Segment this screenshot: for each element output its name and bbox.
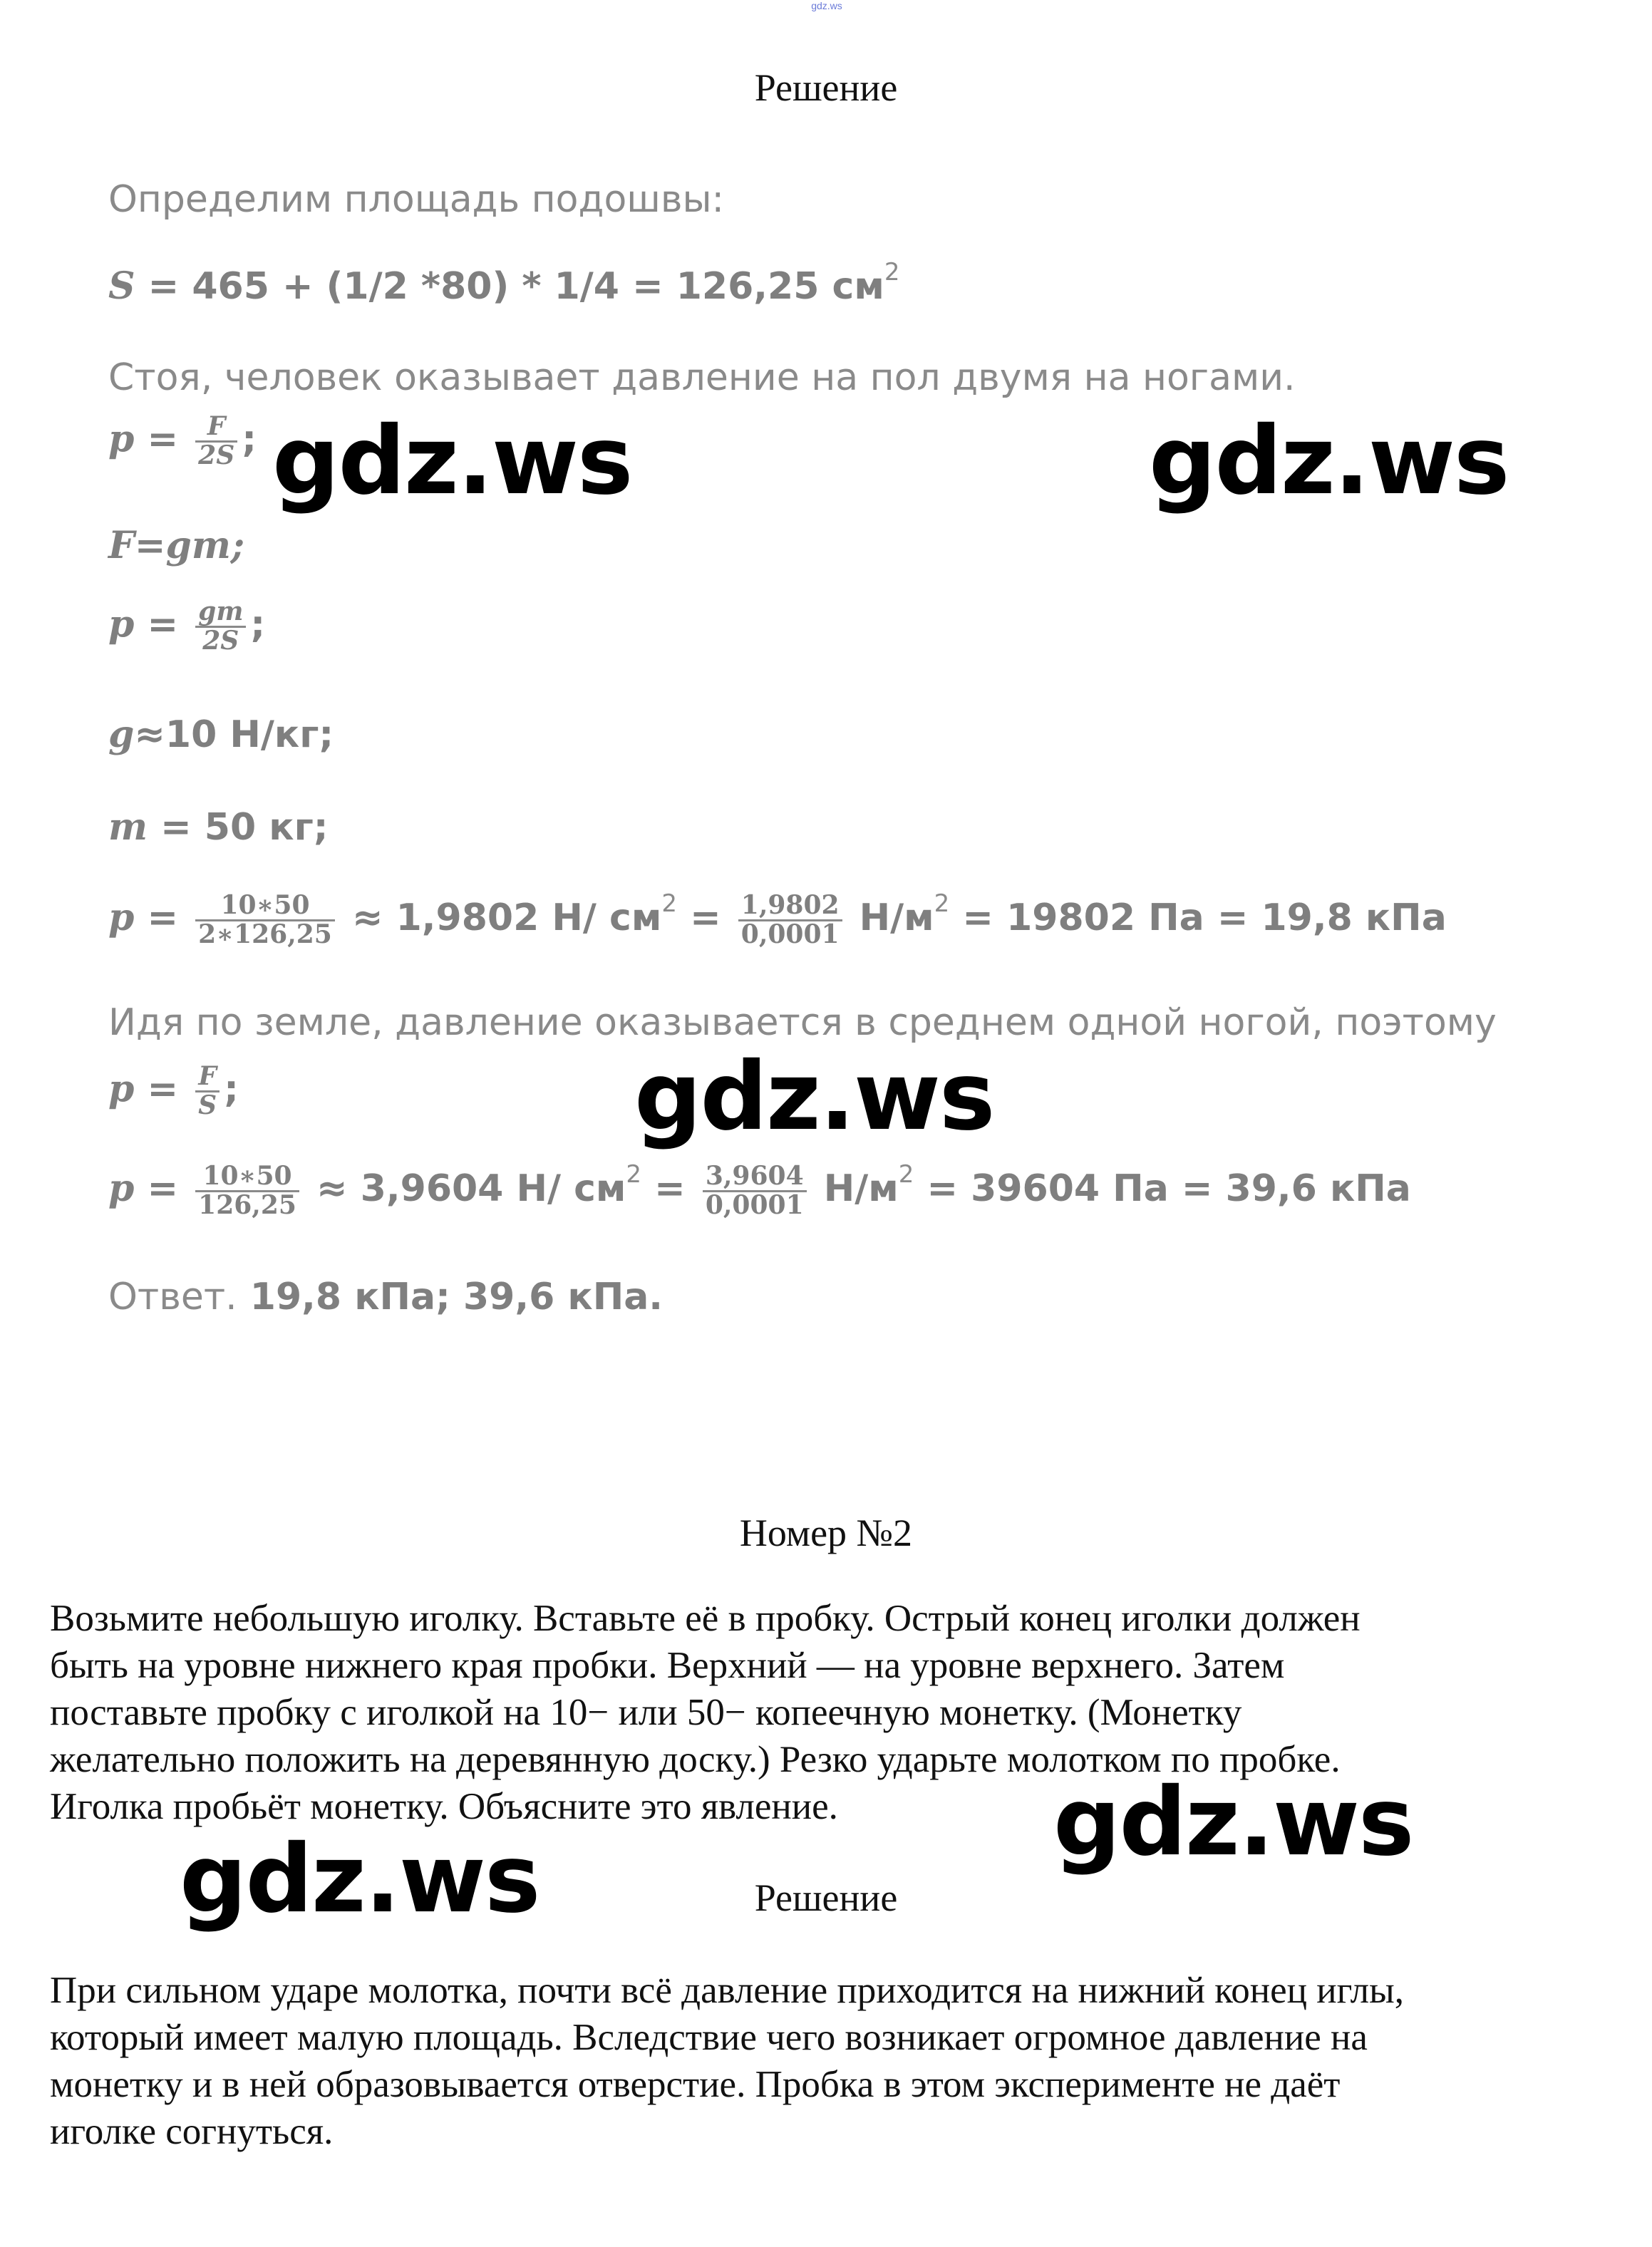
solution-line-10: Идя по земле, давление оказывается в среднем одной ногой, поэтому [108, 1001, 1497, 1044]
result-ncm: ≈ 1,9802 Н/ см [339, 897, 662, 939]
exp: 2 [661, 889, 677, 918]
var-s: S [108, 264, 135, 308]
task-line: Возьмите небольшую иголку. Вставьте её в пробку. Острый конец иголки должен [50, 1598, 1361, 1639]
formula-p-f-2s [108, 413, 257, 470]
eq-sign: = [641, 1167, 698, 1210]
task-line: поставьте пробку с иголкой на 10− или 50− копеечную монетку. (Монетку [50, 1692, 1242, 1733]
numerator: 10∗50 [195, 892, 335, 921]
formula-p-gm-2s [108, 596, 266, 656]
result-ncm: ≈ 3,9604 Н/ см [303, 1167, 626, 1210]
numerator: F [195, 413, 237, 443]
denominator: 0,0001 [740, 919, 840, 949]
watermark: gdz.ws [1149, 406, 1509, 516]
denominator: 2S [198, 440, 235, 470]
denominator: 2S [202, 625, 239, 656]
numerator: 10∗50 [195, 1163, 299, 1192]
formula-m [108, 805, 329, 849]
exp: 2 [626, 1160, 642, 1189]
numerator: F [195, 1063, 220, 1092]
m-value: = 50 кг; [148, 806, 329, 849]
task-line: быть на уровне нижнего края пробки. Верхний — на уровне верхнего. Затем [50, 1645, 1285, 1686]
solution-heading: Решение [754, 66, 898, 109]
eq-sign: = [134, 603, 192, 646]
result-pa: = 19802 Па = 19,8 кПа [949, 897, 1447, 939]
solution2-heading: Решение [754, 1876, 898, 1919]
eq-sign: = [676, 897, 734, 939]
var-p: p [108, 1067, 135, 1111]
fraction [195, 596, 246, 656]
fraction [195, 413, 237, 470]
exp: 2 [884, 258, 900, 286]
exp: 2 [934, 889, 950, 918]
watermark: gdz.ws [1053, 1767, 1413, 1877]
eq-sign: = [134, 418, 192, 461]
header-watermark: gdz.ws [811, 0, 842, 11]
eq-sign: = [134, 897, 192, 939]
formula-text: F=gm; [108, 524, 245, 567]
var-p: p [108, 417, 135, 461]
eq-sign: = [134, 1068, 192, 1111]
problem-number-heading: Номер №2 [739, 1512, 913, 1554]
numerator: 3,9604 [703, 1163, 807, 1192]
var-p: p [108, 896, 135, 939]
watermark: gdz.ws [180, 1824, 540, 1934]
formula-p-walking [108, 1160, 1411, 1219]
answer-label: Ответ. [108, 1276, 237, 1318]
numerator: gm [195, 599, 246, 628]
solution-text-line: иголке согнуться. [50, 2111, 334, 2152]
semicolon: ; [224, 1068, 239, 1111]
var-p: p [108, 602, 135, 646]
task-line: желательно положить на деревянную доску.) Резко ударьте молотком по пробке. [50, 1739, 1341, 1780]
solution-text-line: При сильном ударе молотка, почти всё давление приходится на нижний конец иглы, [50, 1970, 1404, 2011]
eq-sign: = [134, 1167, 192, 1210]
denominator: 2∗126,25 [198, 919, 332, 949]
answer-value: 19,8 кПа; 39,6 кПа. [237, 1276, 664, 1318]
fraction [195, 1160, 299, 1220]
watermark: gdz.ws [272, 406, 632, 516]
denominator: 126,25 [198, 1189, 296, 1220]
fraction [195, 1063, 220, 1120]
unit: Н/м [846, 897, 934, 939]
formula-f-gm [108, 524, 244, 567]
area-expr: = 465 + (1/2 *80) * 1/4 = 126,25 см [135, 265, 884, 308]
fraction [738, 889, 842, 949]
formula-p-standing [108, 889, 1447, 948]
exp: 2 [898, 1160, 914, 1189]
numerator: 1,9802 [738, 892, 842, 921]
solution-text-line: который имеет малую площадь. Вследствие чего возникает огромное давление на [50, 2017, 1368, 2058]
fraction [195, 889, 335, 949]
var-m: m [108, 805, 148, 849]
var-g: g [108, 713, 135, 756]
solution-line-1: Определим площадь подошвы: [108, 178, 725, 221]
semicolon: ; [250, 603, 266, 646]
formula-g [108, 713, 334, 756]
g-value: ≈10 Н/кг; [134, 713, 334, 756]
task-line: Иголка пробьёт монетку. Объясните это явление. [50, 1786, 838, 1827]
denominator: 0,0001 [705, 1189, 804, 1220]
semicolon: ; [242, 418, 257, 461]
fraction [703, 1160, 807, 1220]
result-pa: = 39604 Па = 39,6 кПа [914, 1167, 1411, 1210]
unit: Н/м [810, 1167, 899, 1210]
var-p: p [108, 1167, 135, 1210]
solution-text-line: монетку и в ней образовывается отверстие. Пробка в этом эксперименте не даёт [50, 2064, 1341, 2105]
solution-line-3: Стоя, человек оказывает давление на пол двумя на ногами. [108, 356, 1296, 399]
answer-line [108, 1276, 663, 1318]
denominator: S [198, 1090, 217, 1120]
watermark: gdz.ws [634, 1042, 994, 1152]
formula-p-f-s [108, 1063, 239, 1120]
solution-line-2 [108, 258, 899, 308]
solution-paragraph [50, 1967, 1604, 2155]
